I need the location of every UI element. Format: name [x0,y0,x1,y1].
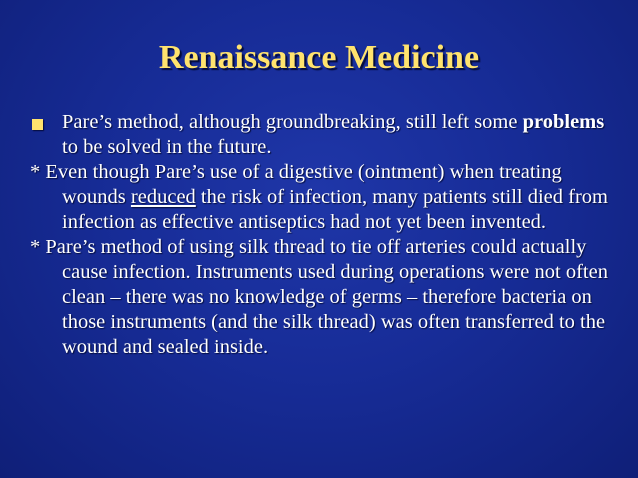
ointment-paragraph [30,160,614,235]
para3-text: * Pare’s method of using silk thread to tie off arteries could actually cause infection. Instruments used during operations were not often clean – there was no knowledge of germs – therefore bacteria on those instruments (and the silk thread) was often transferred to the wound and sealed inside. [30,236,608,358]
silk-thread-paragraph [30,235,614,360]
bullet1-bold-word: problems [522,111,605,133]
slide-title: Renaissance Medicine [158,39,480,76]
para2-text-part1: * Even though Pare’s use of a digestive (ointment) when treating wounds [30,161,562,208]
para2-underlined-word: reduced [130,186,196,208]
bullet1-text-part1: Pare’s method, although groundbreaking, still left some [62,111,523,133]
para2-text-part2: the risk of infection, many patients still died from infection as effective antiseptics had not yet been invented. [62,186,608,233]
bullet-paragraph [30,110,614,160]
bullet1-text-part2: to be solved in the future. [62,136,272,158]
slide-body [30,110,614,360]
square-bullet-icon [32,119,43,130]
